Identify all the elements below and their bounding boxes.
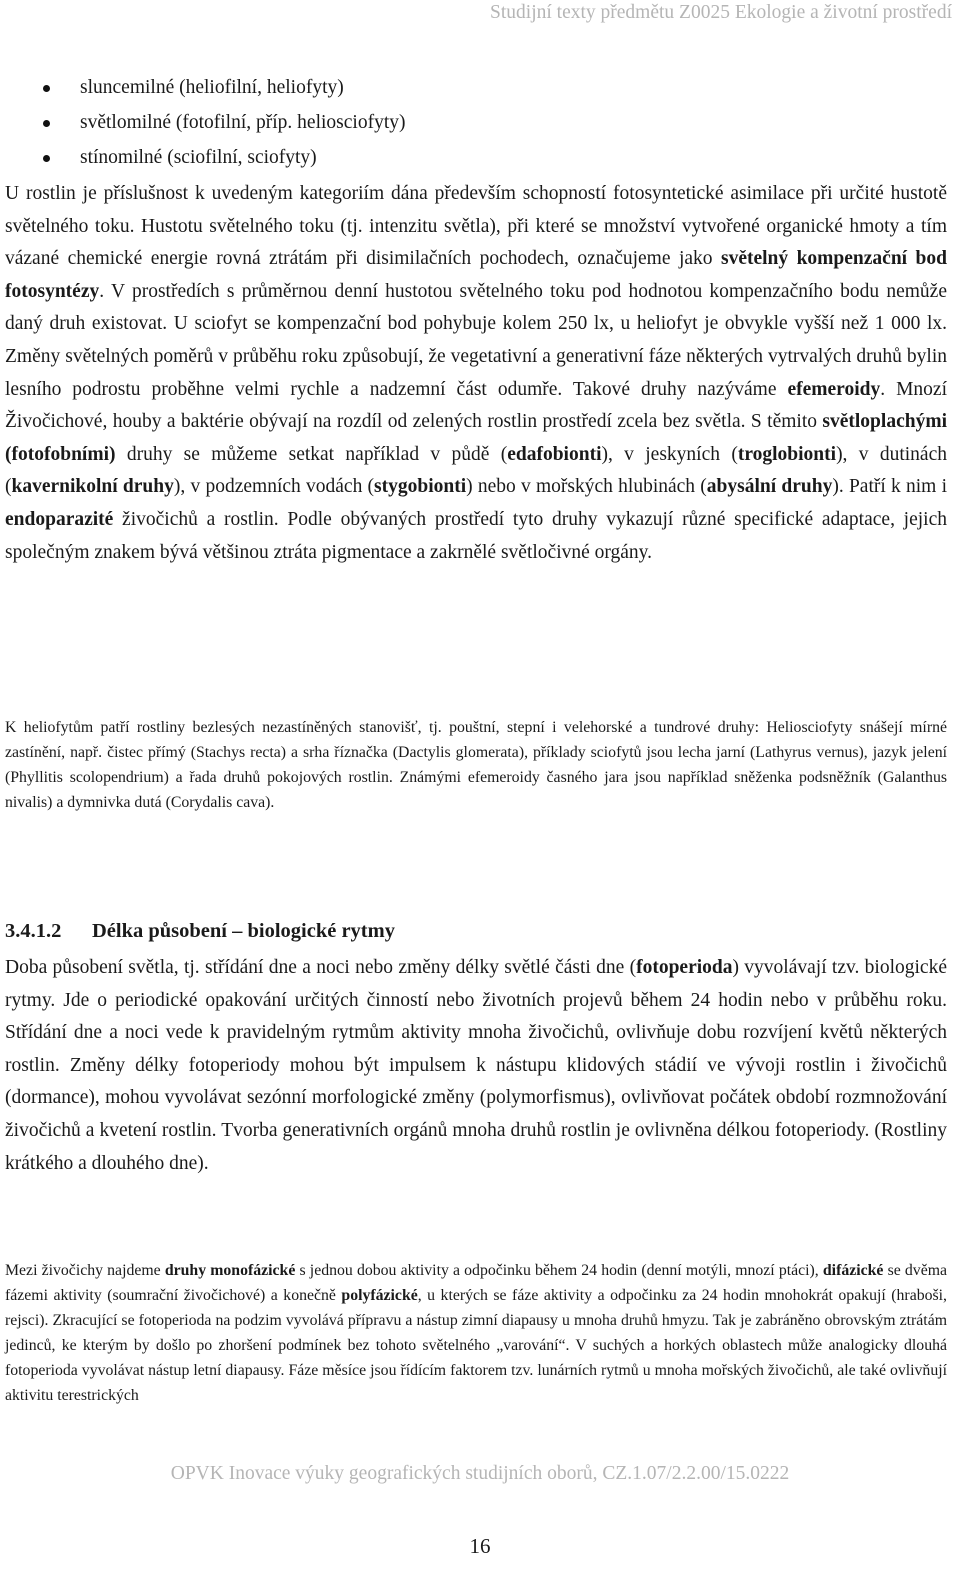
list-item: světlomilné (fotofilní, příp. heliosciofyty) — [0, 107, 960, 142]
paragraph-activity-phases — [5, 1258, 947, 1409]
light-category-list — [0, 72, 960, 177]
list-item: stínomilné (sciofilní, sciofyty) — [0, 142, 960, 177]
text-run: ), v podzemních vodách ( — [173, 476, 375, 498]
running-footer: OPVK Inovace výuky geografických studijních oborů, CZ.1.07/2.2.00/15.0222 — [170, 1463, 790, 1484]
text-run: s jednou dobou aktivity a odpočinku během 24 hodin (denní motýli, mnozí ptáci), — [295, 1262, 823, 1279]
text-run: ) vyvolávají tzv. biologické rytmy. Jde o periodické opakování určitých činností nebo životních projevů během 24 hodin nebo v průběhu roku. Střídání dne a noci vede k pravidelným rytmům aktivity mnoha živočichů, ovlivňuje dobu rozvíjení květů některých rostlin. Změny délky fotoperiody mohou být impulsem k nástupu klidových stádií ve vývoji rostlin i živočichů (dormance), mohou vyvolávat sezónní morfologické změny (polymorfismus), ovlivňovat počátek období rozmnožování živočichů a kvetení rostlin. Tvorba generativních orgánů mnoha druhů rostlin je ovlivněna délkou fotoperiody. (Rostliny krátkého a dlouhého dne). — [5, 957, 947, 1174]
text-run: se dvěma fázemi aktivity (soumrační živočichové) a konečně — [5, 1262, 948, 1305]
text-run: Mezi živočichy najdeme — [5, 1262, 165, 1279]
term-efemeroidy: efemeroidy — [787, 378, 881, 400]
paragraph-light-compensation — [5, 178, 947, 569]
term-fotoperioda: fotoperioda — [636, 957, 733, 978]
text-run: Doba působení světla, tj. střídání dne a noci nebo změny délky světlé části dne ( — [5, 957, 637, 978]
text-run: , u kterých se fáze aktivity a odpočinku za 24 hodin mnohokrát opakují (hraboši, rejsci). Zkracující se fotoperioda na podzim vyvolává přípravu a nástup zimní diapausy u mnoha druhů hmyzu. Tak je zabráněno obrovským ztrátám jedinců, ke kterým by došlo po zhoršení podmínek bez tohoto světelného „varování“. V suchých a horkých oblastech může analogicky dlouhá fotoperioda vyvolávat nástup letní diapausy. Fáze měsíce jsou řídícím faktorem tzv. lunárních rytmů u mnoha mořských živočichů, ale také ovlivňují aktivitu terestrických — [5, 1287, 947, 1405]
section-title: Délka působení – biologické rytmy — [92, 920, 395, 942]
term-abysalni: abysální druhy — [706, 476, 833, 498]
list-item: sluncemilné (heliofilní, heliofyty) — [0, 72, 960, 107]
term-stygobionti: stygobionti — [374, 476, 467, 498]
term-polyfazicke: polyfázické — [341, 1287, 418, 1305]
section-number: 3.4.1.2 — [5, 920, 62, 942]
text-run: . V prostředích s průměrnou denní hustotou světelného toku pod hodnotou kompenzačního bodu nemůže daný druh existovat. U sciofyt se kompenzační bod pohybuje kolem 250 lx, u heliofyt je obvykle vyšší než 1 000 lx. Změny světelných poměrů v průběhu roku způsobují, že vegetativní a generativní fáze některých vytrvalých druhů bylin lesního podrostu proběhne velmi rychle a nadzemní část odumře. Takové druhy nazýváme — [5, 280, 947, 400]
term-edafobionti: edafobionti — [507, 443, 602, 465]
term-difazicke: difázické — [822, 1262, 884, 1279]
text-run: živočichů a rostlin. Podle obývaných prostředí tyto druhy vykazují různé specifické adaptace, jejich společným znakem bývá většinou ztráta pigmentace a zakrnělé světločivné orgány. — [5, 508, 947, 563]
text-run: ). Patří k nim i — [832, 476, 947, 498]
term-monofazicke: druhy monofázické — [164, 1262, 296, 1279]
section-heading — [5, 920, 395, 943]
text-run: ), v jeskyních ( — [601, 443, 738, 465]
text-run: K heliofytům patří rostliny bezlesých nezastíněných stanovišť, tj. pouštní, stepní i velehorské a tundrové druhy: Heliosciofyty snášejí mírné zastínění, např. čistec přímý (Stachys recta) a srha říznačka (Dactylis glomerata), příklady sciofytů jsou lecha jarní (Lathyrus vernus), jazyk jelení (Phyllitis scolopendrium) a řada druhů pokojových rostlin. Známými efemeroidy časného jara jsou například sněženka podsněžník (Galanthus nivalis) a dymnivka dutá (Corydalis cava). — [5, 719, 947, 812]
term-compensation-point: světelný kompenzační bod fotosyntézy — [5, 248, 947, 302]
term-endoparazite: endoparazité — [5, 508, 114, 530]
page-number: 16 — [469, 1534, 491, 1558]
term-kavernikolni: kavernikolní druhy — [11, 476, 174, 498]
text-run: ), v dutinách ( — [5, 443, 947, 498]
paragraph-heliophyte-examples — [5, 715, 947, 815]
text-run: U rostlin je příslušnost k uvedeným kategoriím dána především schopností fotosyntetické asimilace při určité hustotě světelného toku. Hustotu světelného toku (tj. intenzitu světla), při které se množství vytvořené organické hmoty a tím vázané chemické energie rovná ztrátám při disimilačních pochodech, označujeme jako — [5, 183, 947, 270]
term-fotofobni: světloplachými (fotofobními) — [5, 411, 947, 465]
running-header: Studijní texty předmětu Z0025 Ekologie a životní prostředí — [490, 2, 952, 23]
text-run: ) nebo v mořských hlubinách ( — [466, 476, 707, 498]
term-troglobionti: troglobionti — [737, 443, 837, 465]
text-run: . Mnozí Živočichové, houby a baktérie obývají na rozdíl od zelených rostlin prostředí zcela bez světla. S těmito — [5, 378, 947, 433]
paragraph-biological-rhythms — [5, 952, 947, 1180]
text-run: druhy se můžeme setkat například v půdě ( — [115, 443, 508, 465]
